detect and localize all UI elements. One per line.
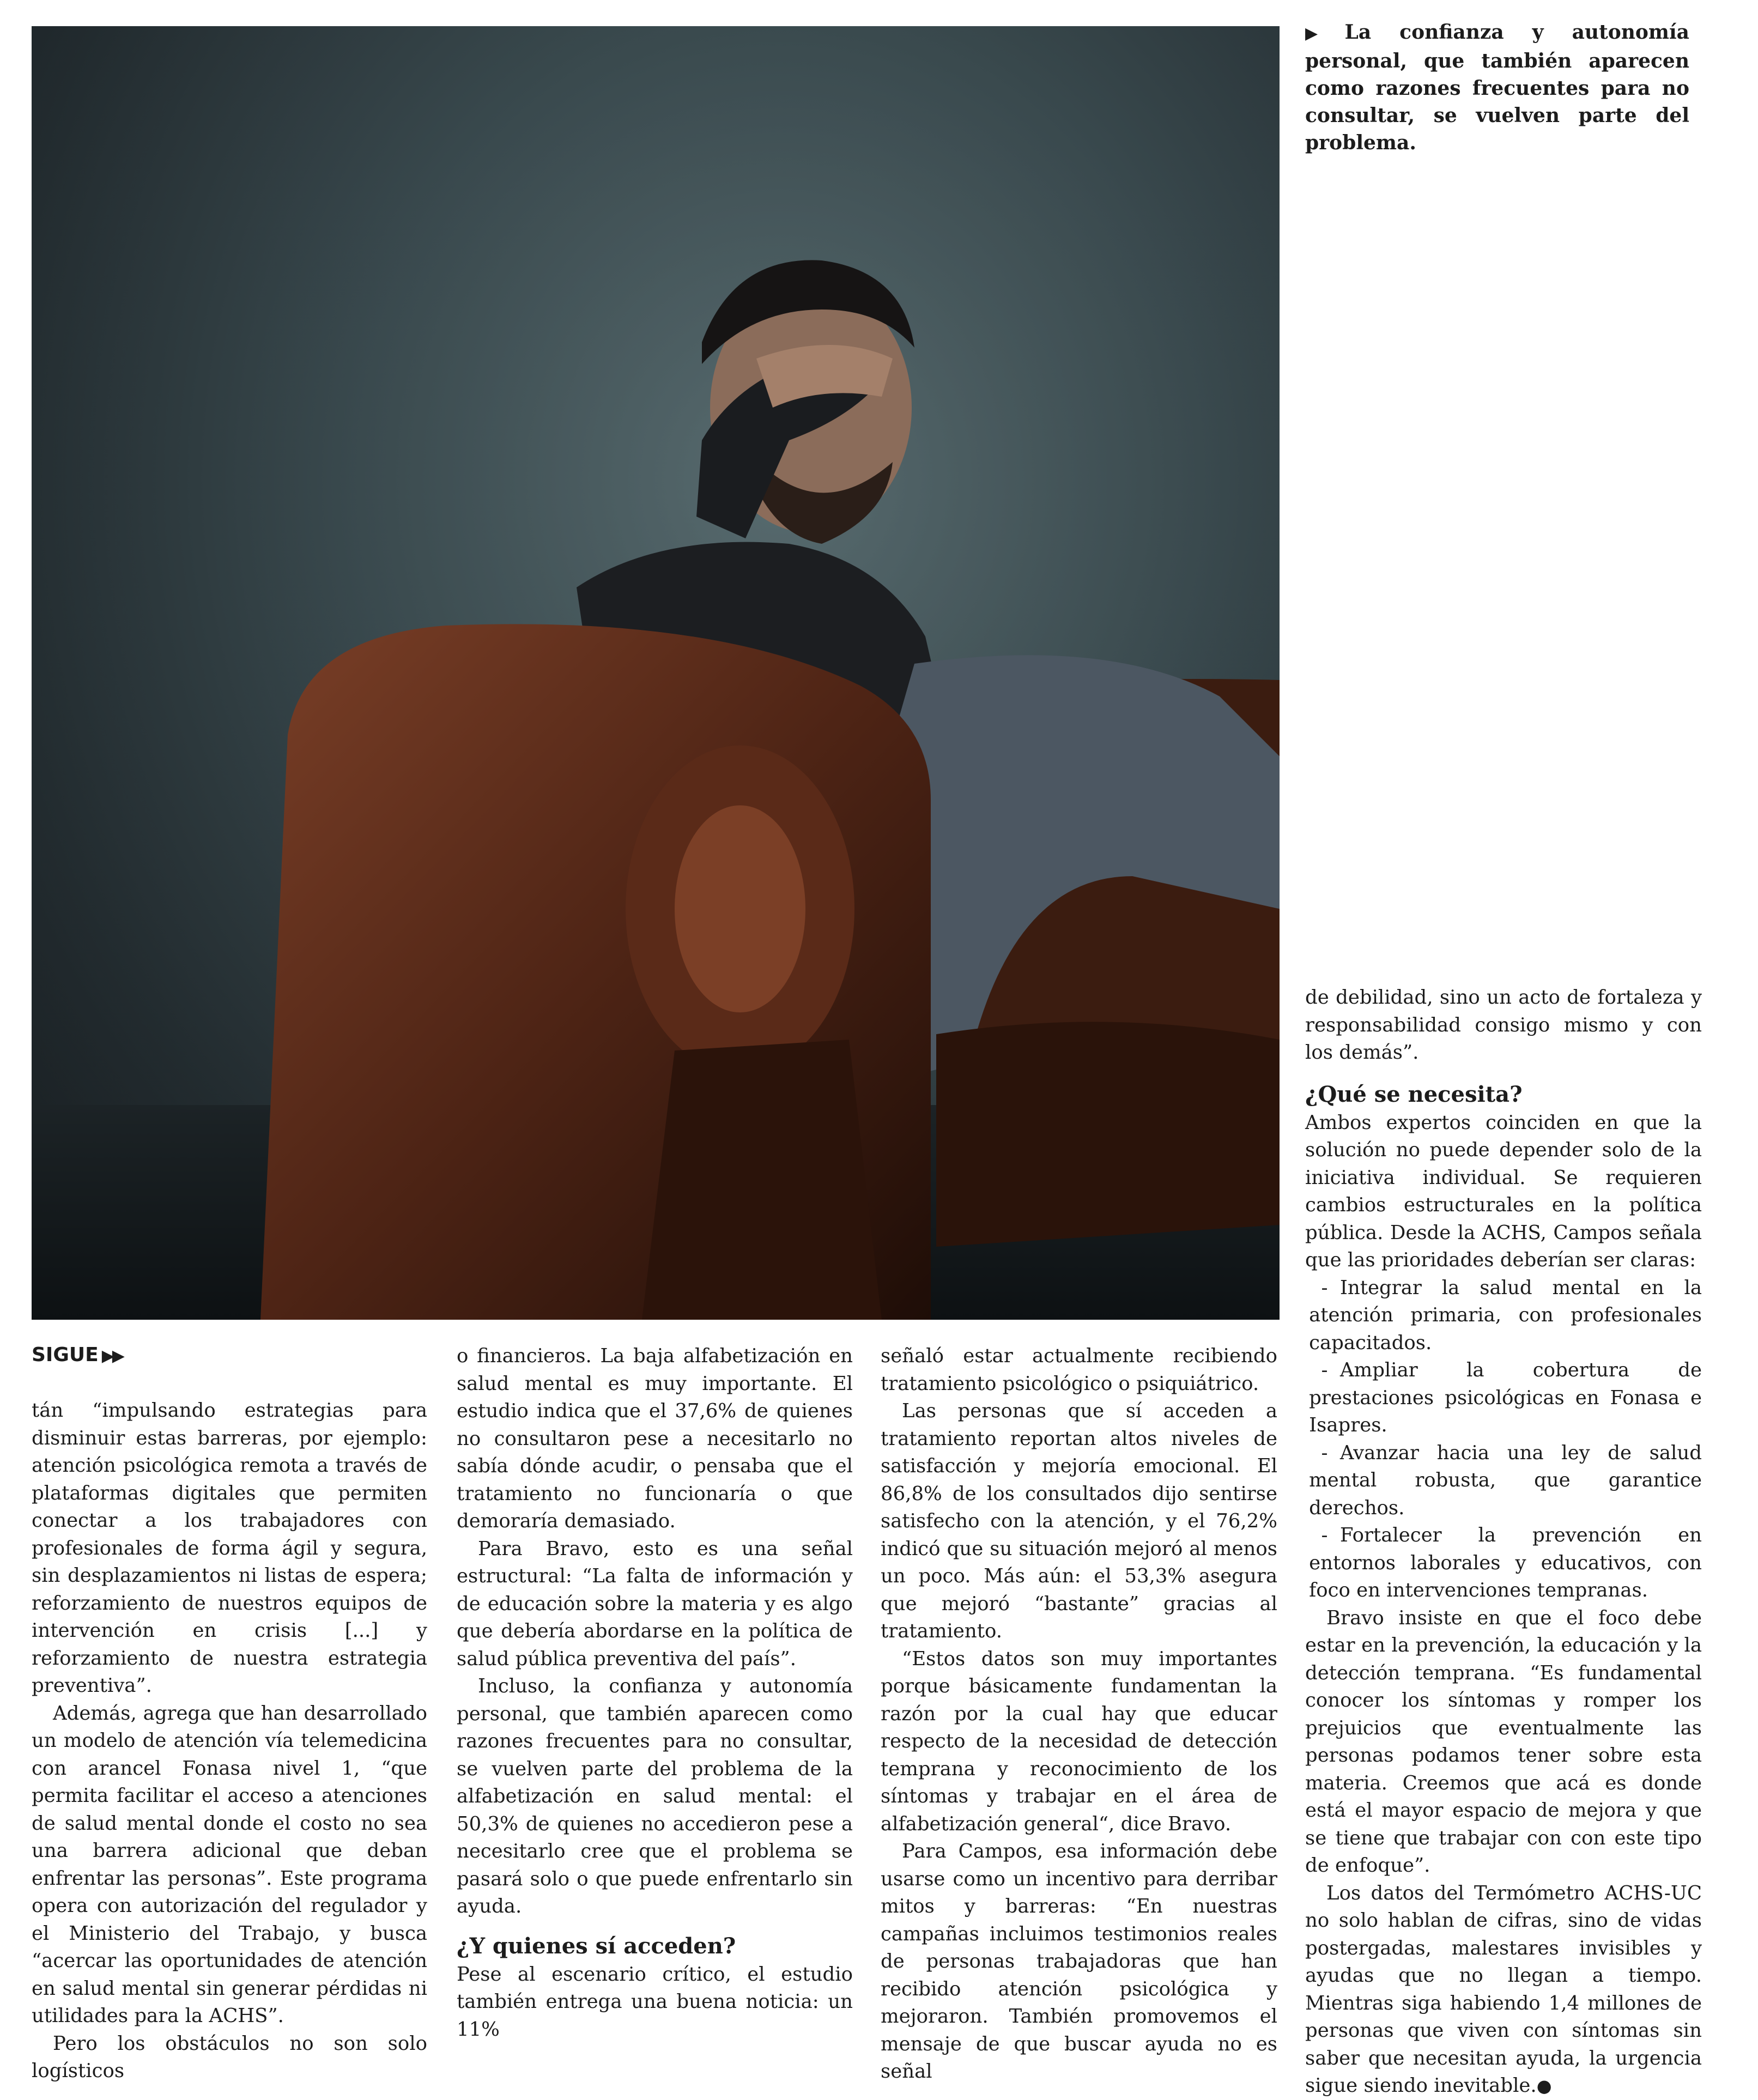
triangle-right-icon: ▶ (1305, 24, 1339, 43)
col4-paragraph (1305, 1880, 1702, 2100)
column-1 (32, 1397, 427, 2085)
col3-paragraph: “Estos datos son muy importantes porque básicamente fundamentan la razón por la cual hay que educar respecto de la necesidad de detección temprana y reconocimiento de los síntomas y trabajar en el área de alfabetización general“, dice Bravo. (881, 1647, 1277, 1835)
col1-paragraph: Además, agrega que han desarrollado un modelo de atención vía telemedicina con arancel Fonasa nivel 1, “que permita facilitar el acceso a atenciones de salud mental donde el costo no sea una barrera adicional que deban enfrentar las personas”. Este programa opera con autorización del regulador y el Ministerio del Trabajo, y busca “acercar las oportunidades de atención en salud mental sin generar pérdidas ni utilidades para la ACHS”. (32, 1702, 427, 2027)
col4-closing-text: Los datos del Termómetro ACHS-UC no solo hablan de cifras, sino de vidas postergadas, malestares invisibles y ayudas que no llegan a tiempo. Mientras siga habiendo 1,4 millones de personas que viven con síntomas sin saber que necesitan ayuda, la urgencia sigue siendo inevitable. (1305, 1881, 1702, 2097)
list-item (1305, 1522, 1702, 1605)
col2-paragraph: Pese al escenario crítico, el estudio también entrega una buena noticia: un 11% (457, 1963, 853, 2041)
col2-paragraph: Incluso, la confianza y autonomía personal, que también aparecen como razones frecuentes para no consultar, se vuelven parte del problema de la alfabetización en salud mental: el 50,3% de quienes no accedieron pese a necesitarlo cree que el problema se pasará solo o que puede enfrentarlo sin ayuda. (457, 1675, 853, 1917)
dash-bullet-icon: - (1321, 1441, 1328, 1464)
col3-paragraph: Las personas que sí acceden a tratamiento reportan altos niveles de satisfacción y mejoría emocional. El 86,8% de los consultados dijo sentirse satisfecho con la atención, y el 76,2% indicó que su situación mejoró al menos un poco. Más aún: el 53,3% asegura que mejoró “bastante” gracias al tratamiento. (881, 1400, 1277, 1642)
sigue-label (32, 1344, 123, 1366)
col4-paragraph: Ambos expertos coinciden en que la solución no puede depender solo de la iniciativa individual. Se requieren cambios estructurales en la política pública. Desde la ACHS, Campos señala que las prioridades deberían ser claras: (1305, 1111, 1702, 1271)
col3-paragraph: Para Campos, esa información debe usarse como un incentivo para derribar mitos y barreras: “En nuestras campañas incluimos testimonios reales de personas trabajadoras que han recibido atención psicológica y mejoraron. También promovemos el mensaje de que buscar ayuda no es señal (881, 1840, 1277, 2083)
end-mark-icon: ● (1536, 2075, 1552, 2096)
list-item-text: Fortalecer la prevención en entornos laborales y educativos, con foco en intervenciones tempranas. (1309, 1524, 1702, 1601)
list-item-text: Integrar la salud mental en la atención primaria, con profesionales capacitados. (1309, 1276, 1702, 1354)
column-2 (457, 1343, 853, 2043)
dash-bullet-icon: - (1321, 1359, 1328, 1381)
double-arrow-right-icon: ▶▶ (101, 1346, 123, 1365)
pull-quote (1305, 19, 1689, 156)
section-heading: ¿Qué se necesita? (1305, 1081, 1523, 1107)
section-heading: ¿Y quienes sí acceden? (457, 1933, 736, 1959)
col3-paragraph: señaló estar actualmente recibiendo tratamiento psicológico o psiquiátrico. (881, 1345, 1277, 1395)
list-item (1305, 1440, 1702, 1522)
col4-paragraph: Bravo insiste en que el foco debe estar en la prevención, la educación y la detección temprana. “Es fundamental conocer los síntomas y romper los prejuicios que eventualmente las personas podamos tener sobre esta materia. Creemos que acá es donde está el mayor espacio de mejora y que se tiene que trabajar con con este tipo de enfoque”. (1305, 1606, 1702, 1877)
col2-paragraph: Para Bravo, esto es una señal estructural: “La falta de información y de educación sobre la materia y es algo que debería abordarse en la política de salud pública preventiva del país”. (457, 1537, 853, 1670)
list-item-text: Ampliar la cobertura de prestaciones psicológicas en Fonasa e Isapres. (1309, 1359, 1702, 1436)
pull-quote-text: La confianza y autonomía personal, que también aparecen como razones frecuentes para no consultar, se vuelven parte del problema. (1305, 21, 1690, 154)
col4-paragraph: de debilidad, sino un acto de fortaleza y responsabilidad consigo mismo y con los demás”. (1305, 986, 1702, 1064)
col2-paragraph: o financieros. La baja alfabetización en salud mental es muy importante. El estudio indica que el 37,6% de quienes no consultaron pese a necesitarlo no sabía dónde acudir, o pensaba que el tratamiento no funcionaría o que demoraría demasiado. (457, 1345, 853, 1532)
dash-bullet-icon: - (1321, 1524, 1328, 1546)
column-4 (1305, 984, 1702, 2100)
column-3 (881, 1343, 1277, 2086)
list-item (1305, 1357, 1702, 1440)
col1-paragraph: tán “impulsando estrategias para disminuir estas barreras, por ejemplo: atención psicológica remota a través de plataformas digitales que permiten conectar a los trabajadores con profesionales de forma ágil y segura, sin desplazamientos ni listas de espera; reforzamiento de nuestros equipos de intervención en crisis [...] y reforzamiento de nuestra estrategia preventiva”. (32, 1399, 427, 1697)
photo-man-on-sofa-icon (32, 26, 1280, 1320)
col1-paragraph: Pero los obstáculos no son solo logísticos (32, 2032, 427, 2082)
list-item-text: Avanzar hacia una ley de salud mental robusta, que garantice derechos. (1309, 1441, 1702, 1519)
sigue-text: SIGUE (32, 1344, 99, 1366)
dash-bullet-icon: - (1321, 1276, 1328, 1299)
article-photo (32, 26, 1280, 1320)
list-item (1305, 1274, 1702, 1357)
